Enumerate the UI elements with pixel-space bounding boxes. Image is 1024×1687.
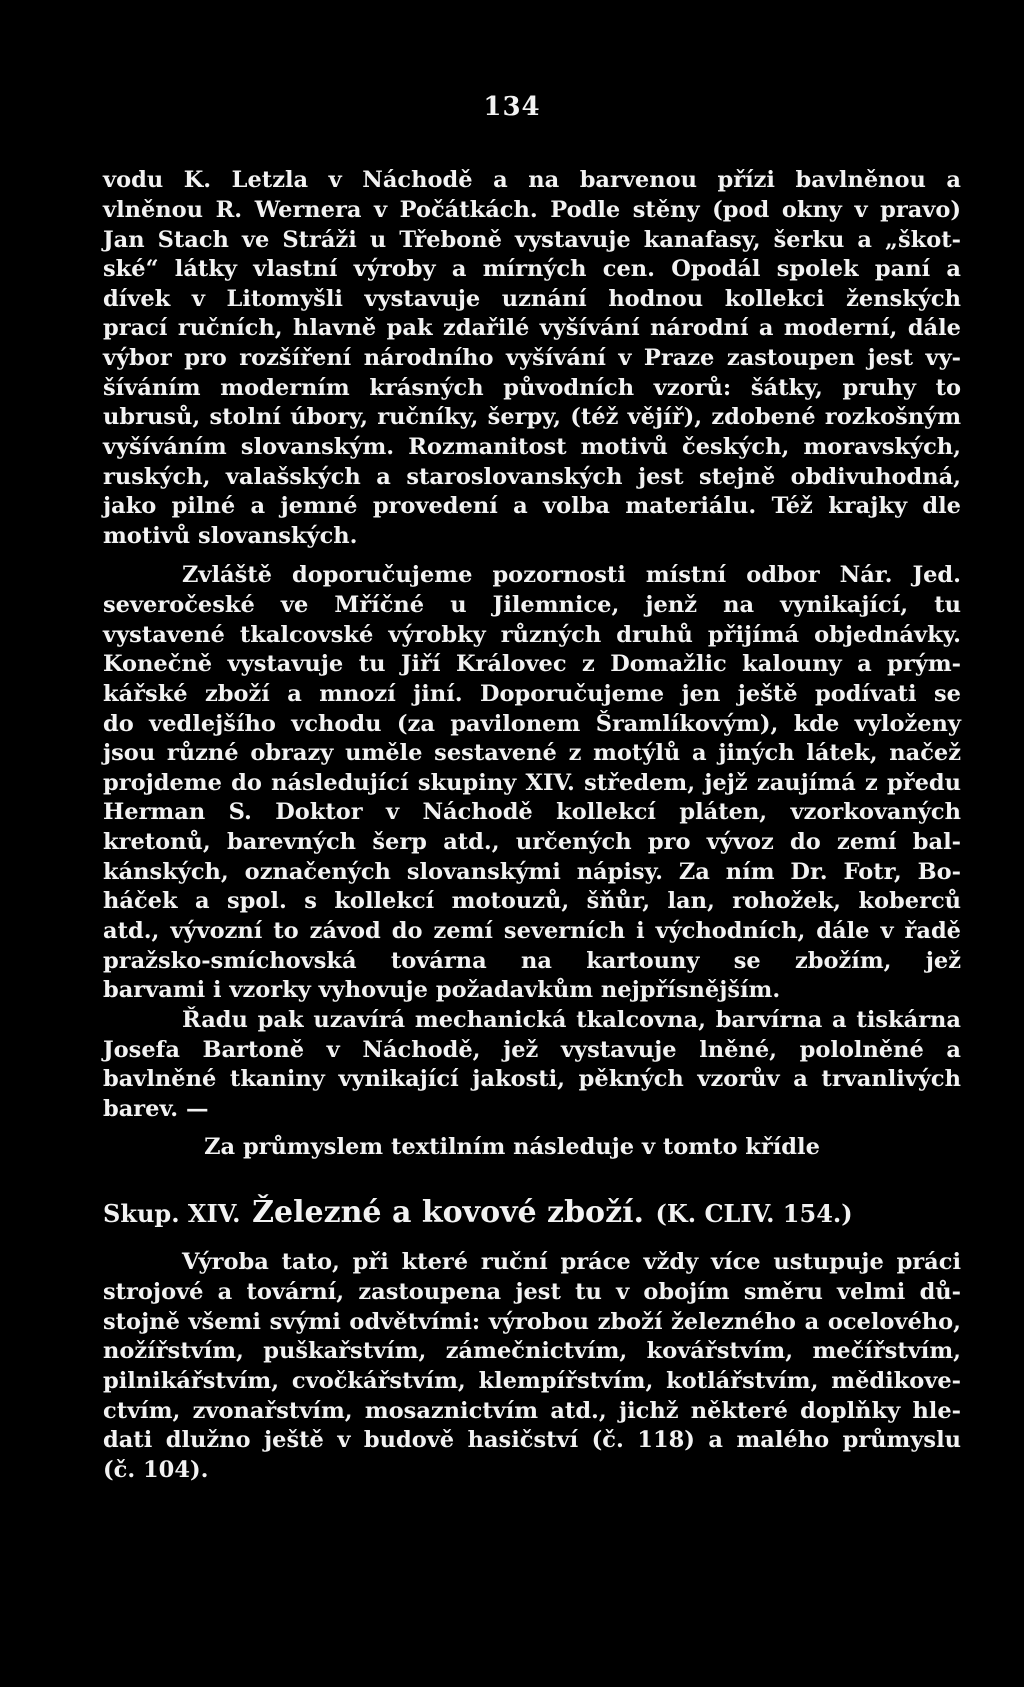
page-number: 134: [483, 92, 541, 122]
text-line: jako pilné a jemné provedení a volba materiálu. Též krajky dle: [103, 493, 961, 519]
text-line: severočeské ve Mříčné u Jilemnice, jenž na vynikající, tu: [103, 592, 961, 618]
text-line: Zvláště doporučujeme pozornosti místní odbor Nár. Jed.: [182, 562, 961, 588]
text-line: Řadu pak uzavírá mechanická tkalcovna, barvírna a tiskárna: [182, 1007, 961, 1033]
text-line: ruských, valašských a staroslovanských jest stejně obdivuhodná,: [103, 464, 961, 490]
text-line: vlněnou R. Wernera v Počátkách. Podle stěny (pod okny v pravo): [103, 197, 961, 223]
text-line: Výroba tato, při které ruční práce vždy více ustupuje práci: [182, 1249, 961, 1275]
text-line: barvami i vzorky vyhovuje požadavkům nejpřísnějším.: [103, 977, 781, 1003]
text-line: Herman S. Doktor v Náchodě kollekcí pláten, vzorkovaných: [103, 799, 961, 825]
text-line: kánských, označených slovanskými nápisy. Za ním Dr. Fotr, Bo-: [103, 859, 961, 885]
text-line: šíváním moderním krásných původních vzorů: šátky, pruhy to: [103, 375, 961, 401]
text-line: háček a spol. s kollekcí motouzů, šňůr, lan, rohožek, koberců: [103, 888, 961, 914]
text-line: pražsko-smíchovská továrna na kartouny se zbožím, jež: [103, 948, 961, 974]
section-heading-prefix: Skup. XIV.: [103, 1199, 241, 1228]
text-line: ubrusů, stolní úbory, ručníky, šerpy, (též vějíř), zdobené rozkošným: [103, 404, 961, 430]
text-line: motivů slovanských.: [103, 523, 358, 549]
text-line: (č. 104).: [103, 1457, 209, 1483]
text-line: dati dlužno ještě v budově hasičství (č. 118) a malého průmyslu: [103, 1427, 961, 1453]
text-line: nožířstvím, puškařstvím, zámečnictvím, kovářstvím, mečířstvím,: [103, 1338, 961, 1364]
text-line: stojně všemi svými odvětvími: výrobou zboží železného a ocelového,: [103, 1309, 961, 1335]
text-line: kretonů, barevných šerp atd., určených pro vývoz do zemí bal-: [103, 829, 961, 855]
text-line: Jan Stach ve Stráži u Třeboně vystavuje kanafasy, šerku a „škot-: [103, 227, 961, 253]
text-line: jsou různé obrazy uměle sestavené z motýlů a jiných látek, načež: [103, 740, 961, 766]
section-heading: [103, 1193, 961, 1233]
text-line: pilnikářstvím, cvočkářstvím, klempířstvím, kotlářstvím, mědikove-: [103, 1368, 961, 1394]
text-line: projdeme do následující skupiny XIV. středem, jejž zaujímá z předu: [103, 770, 961, 796]
text-line: Josefa Bartoně v Náchodě, jež vystavuje lněné, pololněné a: [103, 1037, 961, 1063]
text-line: vystavené tkalcovské výrobky různých druhů přijímá objednávky.: [103, 622, 961, 648]
text-line: kářské zboží a mnozí jiní. Doporučujeme jen ještě podívati se: [103, 681, 961, 707]
text-line: vodu K. Letzla v Náchodě a na barvenou přízi bavlněnou a: [103, 167, 961, 193]
text-line: bavlněné tkaniny vynikající jakosti, pěkných vzorův a trvanlivých: [103, 1066, 961, 1092]
text-line: výbor pro rozšíření národního vyšívání v Praze zastoupen jest vy-: [103, 345, 961, 371]
text-line: Konečně vystavuje tu Jiří Královec z Domažlic kalouny a prým-: [103, 651, 961, 677]
text-line: dívek v Litomyšli vystavuje uznání hodnou kollekci ženských: [103, 286, 961, 312]
text-line: prací ručních, hlavně pak zdařilé vyšívání národní a moderní, dále: [103, 315, 961, 341]
text-line: do vedlejšího vchodu (za pavilonem Šramlíkovým), kde vyloženy: [103, 711, 961, 737]
text-line: barev. —: [103, 1096, 209, 1122]
transition-line: Za průmyslem textilním následuje v tomto křídle: [204, 1134, 820, 1160]
text-line: vyšíváním slovanským. Rozmanitost motivů českých, moravských,: [103, 434, 961, 460]
text-line: ské“ látky vlastní výroby a mírných cen. Opodál spolek paní a: [103, 256, 961, 282]
text-line: atd., vývozní to závod do zemí severních i východních, dále v řadě: [103, 918, 961, 944]
text-line: ctvím, zvonařstvím, mosaznictvím atd., jichž některé doplňky hle-: [103, 1398, 961, 1424]
text-line: strojové a tovární, zastoupena jest tu v obojím směru velmi dů-: [103, 1279, 961, 1305]
section-heading-title: Železné a kovové zboží.: [252, 1195, 644, 1230]
section-heading-suffix: (K. CLIV. 154.): [655, 1199, 853, 1228]
